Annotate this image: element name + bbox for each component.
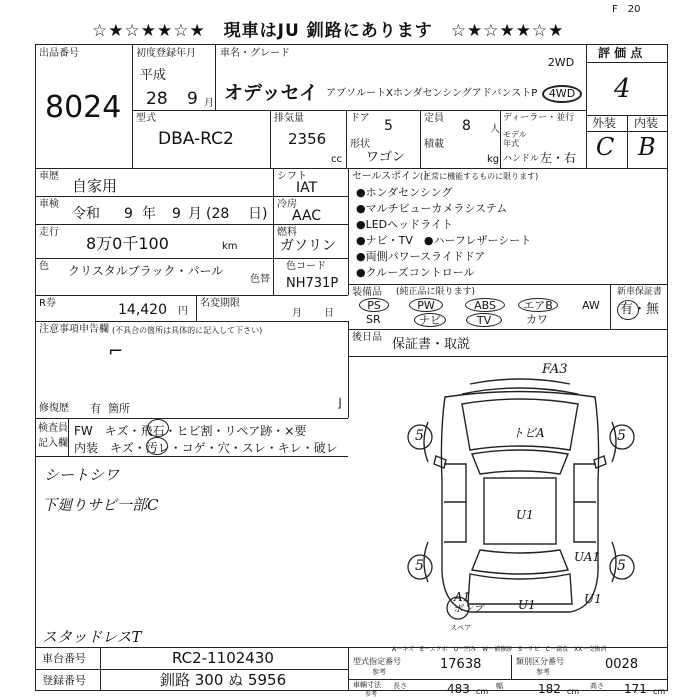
exterior-label: 外装 [592, 116, 617, 130]
circle-flying-stone [147, 419, 169, 437]
model-num-label: 型式指定番号 [353, 657, 401, 666]
score-label: 評 価 点 [598, 46, 643, 60]
circle-stain [146, 437, 168, 455]
width-value: 182 [538, 682, 561, 696]
notes-sub: (不具合の箇所は具体的に記入して下さい) [112, 326, 263, 335]
shift-value: IAT [296, 180, 318, 196]
mileage-label: 走行 [39, 227, 59, 238]
reg-value: 釧路 300 ぬ 5956 [160, 671, 287, 689]
handwritten-note-1: シートシワ [44, 466, 120, 484]
inspection-year-unit: 年 [142, 206, 156, 222]
exterior-value: C [596, 133, 615, 161]
dims-label: 車輌寸法 [353, 681, 381, 689]
class-value: 0028 [605, 657, 639, 672]
ac-value: AAC [292, 208, 322, 224]
inspector-label: 検査員 [38, 423, 68, 434]
model-year-label: モデル年式 [503, 130, 527, 148]
width-label: 幅 [496, 682, 503, 690]
spare-sub: スペア [450, 624, 471, 632]
height-value: 171 [624, 682, 647, 696]
lot-label: 出品番号 [39, 48, 79, 59]
shift-label: シフト [277, 171, 307, 182]
score-value: 4 [614, 74, 631, 104]
handle-label: ハンドル [503, 154, 540, 164]
inspection-day-unit: 日) [248, 206, 268, 222]
interior-value: B [638, 133, 656, 161]
equipment-label: 装備品 [352, 287, 382, 298]
color-value: クリスタルブラック・パール [68, 264, 224, 278]
deadline-label: 名変期限 [200, 298, 240, 309]
equip-abs: ABS [465, 298, 505, 312]
capacity-value: 8 [462, 118, 471, 134]
repair-label: 修復歴 [39, 403, 69, 414]
chassis-value: RC2-1102430 [172, 649, 274, 667]
month-unit: 月 [204, 98, 214, 109]
class-label: 類別区分番号 [516, 657, 564, 666]
era: 平成 [140, 68, 167, 83]
deadline-day: 日 [324, 308, 334, 319]
interior-label: 内装 [634, 116, 659, 130]
reg-label: 登録番号 [42, 674, 86, 687]
length-unit: cm [476, 687, 489, 696]
doors-value: 5 [384, 118, 393, 134]
repair-value: 有 [90, 402, 101, 415]
equip-pw: PW [409, 298, 443, 312]
sales-point: ●クルーズコントロール [356, 266, 475, 279]
warranty-label: 新車保証書 [617, 287, 663, 297]
drive-2wd: 2WD [547, 56, 575, 69]
sales-points-note: (正常に機能するものに限ります) [420, 172, 539, 181]
later-value: 保証書・取説 [392, 337, 471, 352]
equip-aw: AW [582, 299, 600, 312]
warranty-value: 有・無 [620, 302, 660, 317]
equip-ps: PS [359, 298, 389, 312]
capacity-unit: 人 [490, 124, 500, 135]
color-swap-label: 色替 [250, 274, 270, 285]
label-left-rear: A1 [454, 590, 471, 604]
tyre-rr: 5 [617, 558, 626, 574]
equip-sr: SR [366, 313, 381, 326]
reg-month: 9 [187, 89, 198, 109]
inspection-era: 令和 [72, 206, 100, 222]
sales-point: ●マルチビューカメラシステム [356, 202, 508, 215]
spare-label: ポンプ [453, 604, 483, 615]
equip-leather: カワ [526, 313, 548, 326]
car-diagram [400, 372, 640, 622]
entry-label: 記入欄 [38, 438, 68, 449]
lot-number: 8024 [45, 90, 122, 125]
mileage-unit: km [222, 241, 238, 252]
recycle-value: 14,420 [118, 302, 167, 318]
load-label: 積載 [424, 139, 444, 150]
sales-points-label: セールスポイント [352, 171, 432, 182]
inspection-label: 車検 [39, 199, 59, 210]
displacement-value: 2356 [288, 130, 327, 148]
model-num-value: 17638 [440, 657, 482, 672]
inspection-month-unit: 月 [188, 206, 202, 222]
equip-airbag: エアB [518, 298, 558, 312]
recycle-label: R券 [39, 298, 56, 309]
fw-row: FW キズ・飛石・ヒビ割・リペア跡・×要 [74, 424, 307, 438]
car-name-label: 車名・グレード [220, 48, 290, 59]
label-hood: トビA [512, 426, 545, 440]
grade: アブソルートXホンダセンシングアドバンストP [326, 88, 538, 99]
tyre-rl: 5 [415, 558, 424, 574]
inspection-year: 9 [124, 206, 133, 222]
recycle-unit: 円 [178, 306, 188, 317]
sales-point: ●ホンダセンシング [356, 186, 453, 199]
handle-value: 左・右 [540, 151, 577, 165]
model-num-ref: 参考 [372, 668, 386, 676]
notes-label: 注意事項申告欄 [39, 324, 109, 335]
inspection-month: 9 [172, 206, 181, 222]
car-name: オデッセイ [224, 82, 319, 104]
label-rear-door: UA1 [574, 550, 601, 564]
height-label: 高さ [590, 682, 604, 690]
diagram-legend: A－キズ E－エクボ U－凹み W－補修跡 S－サビ C－腐食 XX－交換済 [392, 646, 607, 653]
drive-4wd-circled: 4WD [542, 85, 582, 103]
fuel-value: ガソリン [280, 238, 336, 254]
equip-tv: TV [466, 313, 502, 327]
length-label: 長さ [393, 682, 407, 690]
tyre-fr: 5 [617, 428, 626, 444]
height-unit: cm [653, 687, 666, 696]
displacement-unit: cc [331, 154, 342, 165]
handwritten-note-3: スタッドレスT [42, 628, 142, 646]
width-unit: cm [567, 687, 580, 696]
model-label: 型式 [136, 113, 156, 124]
color-code-value: NH731P [286, 276, 339, 291]
corner-note: F 20 [612, 4, 641, 15]
notes-bracket-left: ⌐ [108, 341, 124, 362]
warranty-circle [617, 300, 639, 320]
header-banner: ☆★☆★★☆★ 現車はJU 釧路にあります ☆★☆★★☆★ [92, 21, 565, 41]
equip-navi: ナビ [414, 313, 446, 327]
repair-unit: 箇所 [108, 402, 130, 415]
interior-row: 内装 キズ・汚レ・コゲ・穴・スレ・キレ・破レ [74, 441, 338, 455]
deadline-month: 月 [292, 308, 302, 319]
label-right-rear: U1 [584, 592, 602, 606]
length-value: 483 [447, 682, 470, 696]
dealer-label: ディーラー・並行 [503, 113, 575, 123]
fuel-label: 燃料 [277, 227, 297, 238]
history-label: 車歴 [39, 171, 59, 182]
color-code-label: 色コード [286, 261, 326, 272]
label-roof: U1 [516, 508, 534, 522]
handwritten-note-2: 下廻りサビ一部C [42, 496, 159, 514]
inspection-day: (28 [206, 206, 230, 222]
later-label: 後日品 [352, 332, 382, 343]
ac-label: 冷房 [277, 199, 297, 210]
reg-year: 28 [146, 89, 168, 109]
doors-label: ドア [350, 113, 370, 124]
dims-ref: 参考 [365, 691, 378, 698]
chassis-label: 車台番号 [42, 652, 86, 665]
sales-point: ●LEDヘッドライト [356, 218, 453, 231]
mileage-value: 8万0千100 [86, 234, 169, 253]
equipment-note: (純正品に限ります) [396, 287, 476, 297]
first-reg-label: 初度登録年月 [136, 48, 196, 59]
shape-label: 形状 [350, 139, 370, 150]
color-label: 色 [39, 261, 49, 272]
tyre-fl: 5 [415, 428, 424, 444]
capacity-label: 定員 [424, 113, 444, 124]
sales-point: ●両側パワースライドドア [356, 250, 486, 263]
class-ref: 参考 [536, 668, 550, 676]
label-tailgate: U1 [518, 598, 536, 612]
notes-bracket-right: ⌋ [337, 396, 342, 410]
load-unit: kg [487, 154, 500, 165]
label-front: FA3 [542, 362, 568, 377]
history-value: 自家用 [72, 177, 118, 195]
shape-value: ワゴン [366, 150, 406, 165]
model-value: DBA-RC2 [158, 129, 234, 149]
sales-point: ●ナビ・TV ●ハーフレザーシート [356, 234, 532, 247]
displacement-label: 排気量 [274, 113, 304, 124]
